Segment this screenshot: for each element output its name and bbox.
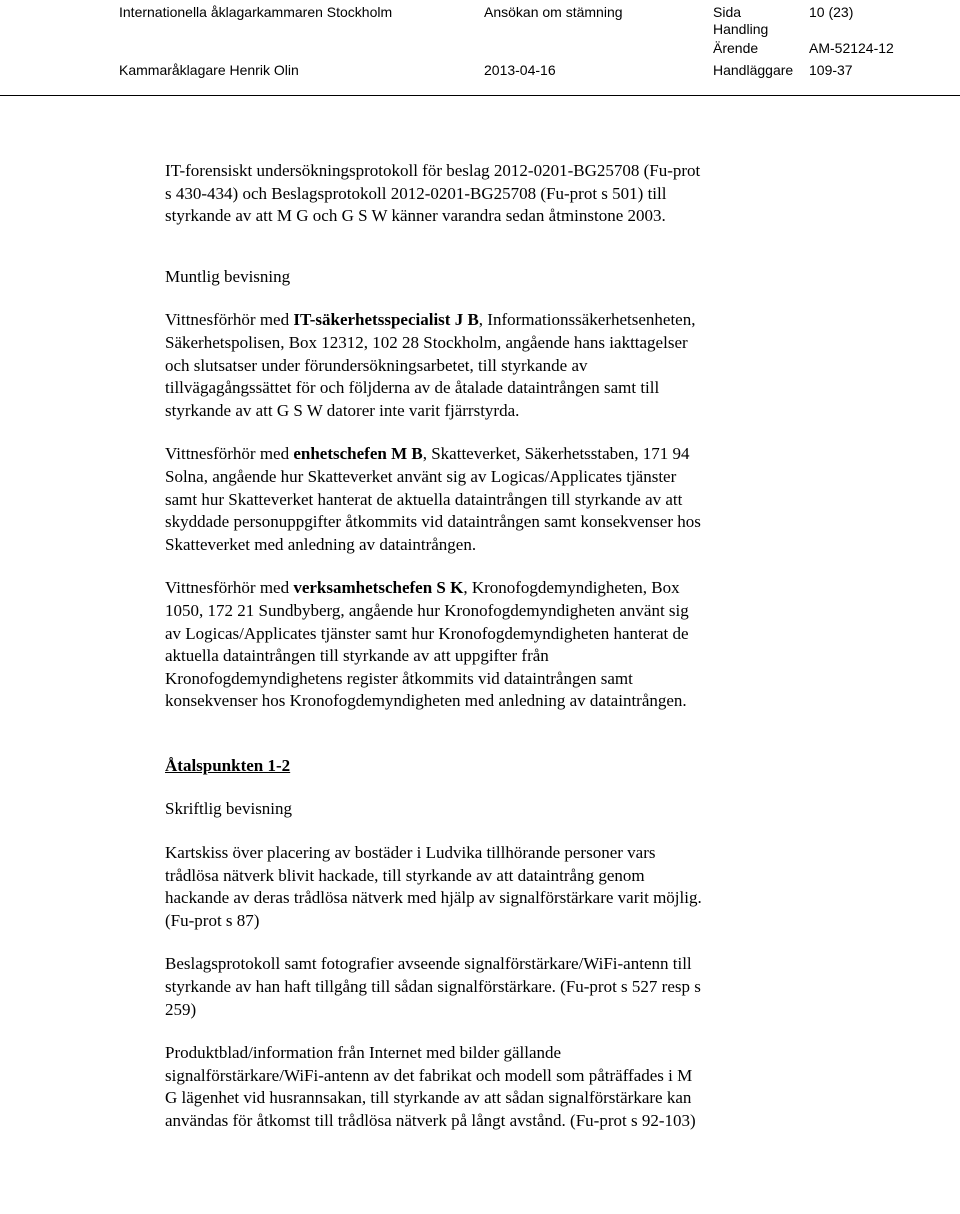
text-line: Kronofogdemyndighetens register åtkommits vid dataintrången samt — [165, 668, 633, 688]
text-line — [165, 577, 865, 600]
handler-label: Handläggare — [713, 62, 794, 78]
witness-paragraph-3 — [165, 577, 865, 713]
text-line: Beslagsprotokoll samt fotografier avseende signalförstärkare/WiFi-antenn till — [165, 954, 692, 974]
text-segment: Vittnesförhör med — [165, 444, 294, 464]
text-segment: , Skatteverket, Säkerhetsstaben, 171 94 — [422, 444, 690, 464]
document-title: Ansökan om stämning — [484, 4, 623, 20]
prosecutor-name: Kammaråklagare Henrik Olin — [119, 62, 299, 78]
text-segment: , Kronofogdemyndigheten, Box — [463, 578, 680, 598]
witness-name: enhetschefen M B — [293, 444, 423, 464]
document-body — [165, 160, 865, 1133]
text-line: 1050, 172 21 Sundbyberg, angående hur Kronofogdemyndigheten använt sig — [165, 600, 689, 620]
text-line: styrkande av att G S W datorer inte varit fjärrstyrda. — [165, 400, 520, 420]
page-number: 10 (23) — [809, 4, 854, 20]
text-line: styrkande av att M G och G S W känner varandra sedan åtminstone 2003. — [165, 206, 666, 226]
org-name: Internationella åklagarkammaren Stockholm — [119, 4, 393, 20]
handling-label: Handling — [713, 21, 769, 37]
heading-charge-points — [165, 755, 865, 778]
case-label: Ärende — [713, 40, 759, 56]
witness-paragraph-2 — [165, 443, 865, 556]
text-line — [165, 443, 865, 466]
text-segment: Vittnesförhör med — [165, 578, 294, 598]
text-line: (Fu-prot s 87) — [165, 910, 260, 930]
text-line: Säkerhetspolisen, Box 12312, 102 28 Stockholm, angående hans iakttagelser — [165, 332, 688, 352]
heading-text: Åtalspunkten 1-2 — [165, 755, 291, 775]
text-line: s 430-434) och Beslagsprotokoll 2012-0201-BG25708 (Fu-prot s 501) till — [165, 183, 667, 203]
text-line: IT-forensiskt undersökningsprotokoll för beslag 2012-0201-BG25708 (Fu-prot — [165, 161, 701, 180]
header-divider — [0, 95, 960, 96]
heading-oral-evidence: Muntlig bevisning — [165, 266, 291, 286]
text-line: användas för åtkomst till trådlösa nätverk på långt avstånd. (Fu-prot s 92-103) — [165, 1111, 696, 1130]
text-line: styrkande av han haft tillgång till sådan signalförstärkare. (Fu-prot s 527 resp s — [165, 977, 701, 997]
witness-name: IT-säkerhetsspecialist J B — [293, 310, 479, 330]
text-segment: Vittnesförhör med — [165, 310, 294, 330]
text-line: Produktblad/information från Internet med bilder gällande — [165, 1043, 562, 1063]
text-line: aktuella dataintrången till styrkande av att uppgifter från — [165, 646, 549, 666]
text-line: 259) — [165, 999, 197, 1019]
text-line: Solna, angående hur Skatteverket använt sig av Logicas/Applicates tjänster — [165, 466, 677, 486]
handler-number: 109-37 — [809, 62, 853, 78]
page-label: Sida — [713, 4, 742, 20]
evidence-paragraph-it-forensic — [165, 160, 865, 228]
text-line: Kartskiss över placering av bostäder i Ludvika tillhörande personer vars — [165, 843, 656, 863]
case-number: AM-52124-12 — [809, 40, 894, 56]
heading-written-evidence: Skriftlig bevisning — [165, 799, 293, 819]
text-line: skyddade personuppgifter åtkommits vid dataintrången samt konsekvenser hos — [165, 512, 701, 532]
text-line: G lägenhet vid husrannsakan, till styrkande av att sådan signalförstärkare kan — [165, 1088, 692, 1108]
text-line: trådlösa nätverk blivit hackade, till styrkande av att dataintrång genom — [165, 865, 645, 885]
text-line: samt hur Skatteverket hanterat de aktuella dataintrången till styrkande av att — [165, 489, 683, 509]
text-line: och slutsatser under förundersökningsarbetet, till styrkande av — [165, 355, 588, 375]
witness-name: verksamhetschefen S K — [293, 578, 464, 598]
text-line: Skatteverket med anledning av dataintrången. — [165, 534, 477, 554]
witness-paragraph-1 — [165, 309, 865, 422]
written-evidence-map — [165, 842, 865, 932]
text-segment: , Informationssäkerhetsenheten, — [478, 310, 696, 330]
written-evidence-product-sheet — [165, 1042, 865, 1132]
text-line: tillvägagångssättet för och följderna av de åtalade dataintrången samt till — [165, 378, 660, 398]
document-date: 2013-04-16 — [484, 62, 556, 78]
written-evidence-seizure — [165, 953, 865, 1021]
text-line — [165, 309, 865, 332]
text-line: av Logicas/Applicates tjänster samt hur Kronofogdemyndigheten hanterat de — [165, 623, 689, 643]
text-line: konsekvenser hos Kronofogdemyndigheten med anledning av dataintrången. — [165, 691, 687, 711]
text-line: signalförstärkare/WiFi-antenn av det fabrikat och modell som påträffades i M — [165, 1065, 693, 1085]
text-line: hackande av deras trådlösa nätverk med hjälp av signalförstärkare varit möjlig. — [165, 888, 702, 908]
